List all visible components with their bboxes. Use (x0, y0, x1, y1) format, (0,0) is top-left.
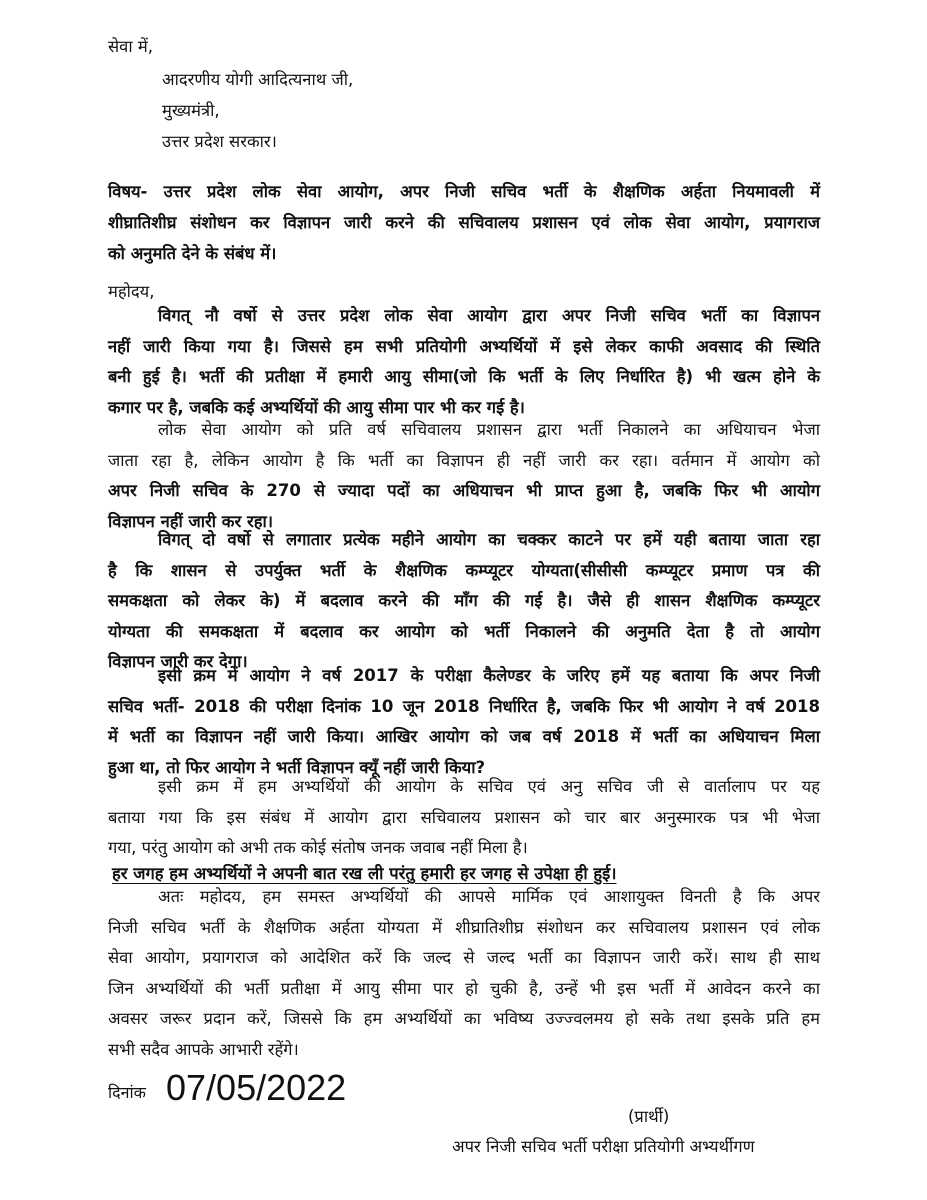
greeting: महोदय, (108, 282, 155, 301)
paragraph-line: कगार पर है, जबकि कई अभ्यर्थियों की आयु सीमा पार भी कर गई है। (108, 397, 525, 417)
paragraph-line: विज्ञापन जारी कर देगा। (108, 652, 248, 671)
highlight-statement: हर जगह हम अभ्यर्थियों ने अपनी बात रख ली परंतु हमारी हर जगह से उपेक्षा ही हुई। (112, 864, 617, 883)
body-paragraph-4 (108, 661, 820, 783)
paragraph-line: योग्यता की समकक्षता में बदलाव कर आयोग को भर्ती निकालने की अनुमति देता है तो आयोग (108, 621, 820, 641)
date-value: 07/05/2022 (166, 1067, 347, 1108)
addressee-name: आदरणीय योगी आदित्यनाथ जी, (162, 70, 354, 89)
subject-line: शीघ्रातिशीघ्र संशोधन कर विज्ञापन जारी करने की सचिवालय प्रशासन एवं लोक सेवा आयोग, प्रयागराज (108, 213, 820, 232)
paragraph-line: हुआ था, तो फिर आयोग ने भर्ती विज्ञापन क्यूँ नहीं जारी किया? (108, 757, 486, 777)
paragraph-line: विगत् दो वर्षो से लगातार प्रत्येक महीने आयोग का चक्कर काटने पर हमें यही बताया जाता रहा (158, 530, 820, 549)
paragraph-line: निजी सचिव भर्ती के शैक्षणिक अर्हता योग्यता में शीघ्रातिशीघ्र संशोधन कर सचिवालय प्रशासन एवं लोक (108, 917, 820, 937)
subject-line: को अनुमति देने के संबंध में। (108, 244, 277, 263)
body-paragraph-1 (108, 301, 820, 423)
paragraph-line: अपर निजी सचिव के 270 से ज्यादा पदों का अधियाचन भी प्राप्त हुआ है, जबकि फिर भी आयोग (108, 481, 820, 500)
signature-role: (प्रार्थी) (628, 1107, 670, 1126)
paragraph-line: इसी क्रम में हम अभ्यर्थियों की आयोग के सचिव एवं अनु सचिव जी से वार्तालाप पर यह (158, 777, 820, 796)
signature-name: अपर निजी सचिव भर्ती परीक्षा प्रतियोगी अभ्यर्थीगण (452, 1137, 755, 1156)
paragraph-line: बताया गया कि इस संबंध में आयोग द्वारा सचिवालय प्रशासन को चार बार अनुस्मारक पत्र भी भेजा (108, 807, 820, 827)
paragraph-line: गया, परंतु आयोग को अभी तक कोई संतोष जनक जवाब नहीं मिला है। (108, 838, 528, 857)
paragraph-line: बनी हुई है। भर्ती की प्रतीक्षा में हमारी आयु सीमा(जो कि भर्ती के लिए निर्धारित है) भी खत्म होने के (108, 367, 820, 386)
paragraph-line: विज्ञापन नहीं जारी कर रहा। (108, 511, 273, 531)
paragraph-line: अतः महोदय, हम समस्त अभ्यर्थियों की आपसे मार्मिक एवं आशायुक्त विनती है कि अपर (158, 887, 820, 906)
addressee-title: मुख्यमंत्री, (162, 101, 220, 120)
paragraph-line: अवसर जरूर प्रदान करें, जिससे कि हम अभ्यर्थियों का भविष्य उज्ज्वलमय हो सके तथा इसके प्रति हम (108, 1009, 820, 1028)
paragraph-line: विगत् नौ वर्षो से उत्तर प्रदेश लोक सेवा आयोग द्वारा अपर निजी सचिव भर्ती का विज्ञापन (158, 306, 820, 325)
salutation-to: सेवा में, (108, 37, 153, 56)
paragraph-line: सभी सदैव आपके आभारी रहेंगे। (108, 1039, 299, 1059)
paragraph-line: जिन अभ्यर्थियों की भर्ती प्रतीक्षा में आयु सीमा पार हो चुकी है, उन्हें भी इस भर्ती में आवेदन करने का (108, 978, 820, 998)
paragraph-line: नहीं जारी किया गया है। जिससे हम सभी प्रतियोगी अभ्यर्थियों में इसे लेकर काफी अवसाद की स्थिति (108, 336, 820, 356)
paragraph-line: में भर्ती का विज्ञापन नहीं जारी किया। आखिर आयोग को जब वर्ष 2018 में भर्ती का अधियाचन मिला (108, 727, 820, 746)
paragraph-line: सचिव भर्ती- 2018 की परीक्षा दिनांक 10 जून 2018 निर्धारित है, जबकि फिर भी आयोग ने वर्ष 2018 (108, 696, 820, 716)
paragraph-line: सेवा आयोग, प्रयागराज को आदेशित करें कि जल्द से जल्द भर्ती का विज्ञापन जारी करें। साथ ही साथ (108, 948, 820, 967)
paragraph-line: है कि शासन से उपर्युक्त भर्ती के शैक्षणिक कम्प्यूटर योग्यता(सीसीसी कम्प्यूटर प्रमाण पत्र की (108, 560, 820, 580)
body-paragraph-5 (108, 772, 820, 864)
subject-line: विषय- उत्तर प्रदेश लोक सेवा आयोग, अपर निजी सचिव भर्ती के शैक्षणिक अर्हता नियमावली में (108, 182, 820, 201)
closing-paragraph (108, 882, 820, 1065)
paragraph-line: लोक सेवा आयोग को प्रति वर्ष सचिवालय प्रशासन द्वारा भर्ती निकालने का अधियाचन भेजा (158, 420, 820, 439)
paragraph-line: जाता रहा है, लेकिन आयोग है कि भर्ती का विज्ञापन ही नहीं जारी कर रहा। वर्तमान में आयोग को (108, 450, 820, 470)
subject-block (108, 176, 820, 269)
addressee-government: उत्तर प्रदेश सरकार। (162, 132, 277, 151)
paragraph-line: समकक्षता को लेकर के) में बदलाव करने की माँग की गई है। जैसे ही शासन शैक्षणिक कम्प्यूटर (108, 591, 820, 610)
body-paragraph-2 (108, 415, 820, 537)
body-paragraph-3 (108, 525, 820, 678)
date-label: दिनांक (108, 1083, 146, 1102)
paragraph-line: इसी क्रम में आयोग ने वर्ष 2017 के परीक्षा कैलेण्डर के जरिए हमें यह बताया कि अपर निजी (158, 666, 820, 685)
